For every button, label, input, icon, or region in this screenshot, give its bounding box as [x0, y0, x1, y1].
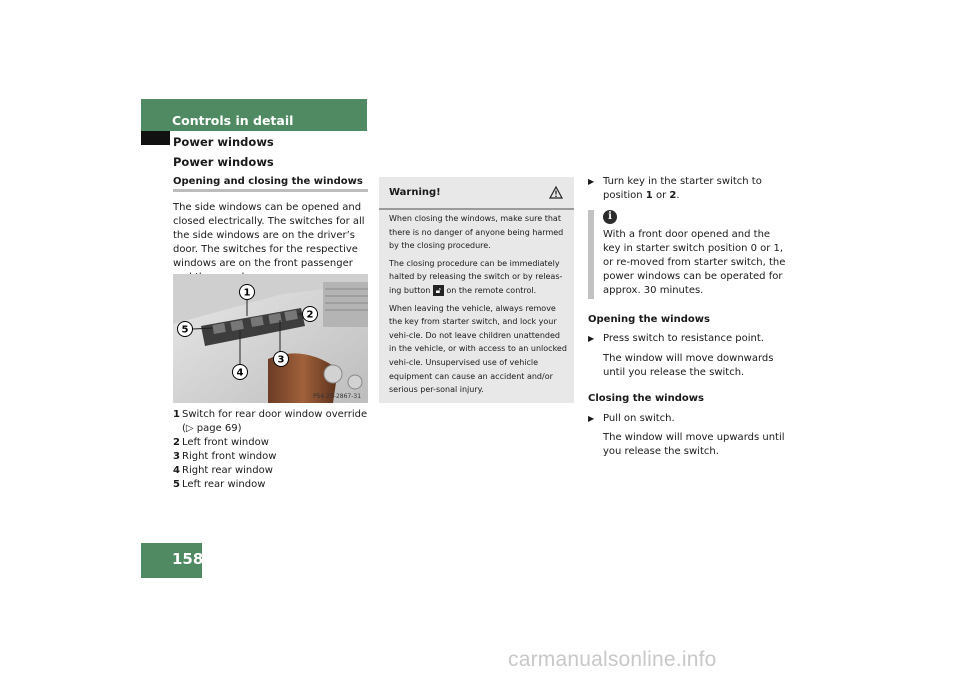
warning-rule	[379, 208, 574, 210]
watermark: carmanualsonline.info	[508, 648, 717, 671]
heading-rule	[173, 189, 368, 192]
figure-code: P54.25-2867-31	[313, 393, 362, 400]
info-icon: i	[603, 210, 617, 224]
legend-number: 4	[173, 465, 180, 476]
step-text: Turn key in the starter switch to	[603, 176, 762, 187]
section-title: Controls in detail	[172, 113, 294, 128]
warning-title: Warning!	[389, 187, 441, 198]
callout-4: 4	[236, 367, 244, 379]
door-panel-illustration	[173, 274, 368, 403]
bullet-arrow-icon: ▶	[588, 334, 595, 343]
step-text: Pull on switch.	[603, 413, 675, 424]
warning-body	[389, 212, 569, 401]
warning-paragraph: When closing the windows, make sure that there is no danger of anyone being harmed by the closing procedure.	[389, 214, 564, 251]
step-turn-key	[588, 175, 788, 203]
step-pull-switch	[588, 412, 788, 426]
legend-number: 2	[173, 437, 180, 448]
bullet-arrow-icon: ▶	[588, 177, 595, 186]
legend-item	[173, 478, 373, 492]
header-marker	[141, 131, 170, 145]
warning-text: The closing procedure can be immediately halted by releasing the switch or by releas-ing button	[389, 258, 563, 295]
warning-triangle-icon	[549, 186, 563, 199]
page-number	[141, 543, 202, 578]
position-value: 2	[669, 190, 677, 201]
warning-text: on the remote control.	[446, 285, 537, 295]
page-reference: (▷ page 69)	[182, 423, 242, 434]
warning-box	[379, 177, 574, 403]
legend-item	[173, 436, 373, 450]
legend-item	[173, 464, 373, 478]
info-text: With a front door opened and the key in starter switch position 0 or 1, or re-moved from starter switch, the power windows can be operated for approx. 30 minutes.	[603, 229, 786, 296]
closing-result: The window will move upwards until you release the switch.	[603, 432, 785, 457]
step-text	[603, 189, 788, 203]
legend-number: 1	[173, 409, 180, 420]
opening-result: The window will move downwards until you release the switch.	[603, 353, 774, 378]
step-text-part: or	[655, 190, 667, 201]
step-press-switch	[588, 332, 788, 346]
info-bar	[588, 210, 594, 299]
window-switches-photo	[173, 274, 368, 403]
figure-legend	[173, 408, 373, 492]
lock-icon: 🔓︎	[433, 285, 444, 296]
legend-label: Switch for rear door window override	[182, 409, 368, 420]
warning-paragraph: When leaving the vehicle, always remove the key from starter switch, and lock your vehi-cle. Do not leave children unattended in the vehicle, or with access to an unlocked vehi-cle. Unsupervised use of vehicle equipment can cause an accident and/or serious per-sonal injury.	[389, 303, 567, 395]
legend-item	[173, 408, 373, 422]
step-text-part: position	[603, 190, 643, 201]
callout-2: 2	[306, 309, 314, 321]
bullet-arrow-icon: ▶	[588, 414, 595, 423]
opening-closing-heading: Opening and closing the windows	[173, 176, 363, 187]
callout-3: 3	[277, 354, 285, 366]
legend-item	[173, 450, 373, 464]
legend-label: Right front window	[182, 451, 277, 462]
callout-5: 5	[181, 324, 189, 336]
page-subtitle-secondary: Power windows	[173, 155, 274, 169]
step-text-part: .	[676, 190, 680, 201]
intro-paragraph: The side windows can be opened and closed electrically. The switches for all the side windows are on the driver’s door. The switches for the respective windows are on the front passenger	[173, 202, 365, 269]
legend-number: 5	[173, 479, 180, 490]
legend-number: 3	[173, 451, 180, 462]
callout-1: 1	[243, 287, 251, 299]
page-number-text: 158	[172, 550, 204, 568]
legend-label: Left rear window	[182, 479, 266, 490]
warning-paragraph	[389, 257, 569, 298]
closing-heading: Closing the windows	[588, 393, 704, 404]
opening-heading: Opening the windows	[588, 314, 710, 325]
position-value: 1	[645, 190, 653, 201]
legend-label: Left front window	[182, 437, 269, 448]
section-header	[141, 99, 367, 131]
page-subtitle: Power windows	[173, 135, 274, 149]
step-text: Press switch to resistance point.	[603, 333, 764, 344]
legend-label: Right rear window	[182, 465, 273, 476]
